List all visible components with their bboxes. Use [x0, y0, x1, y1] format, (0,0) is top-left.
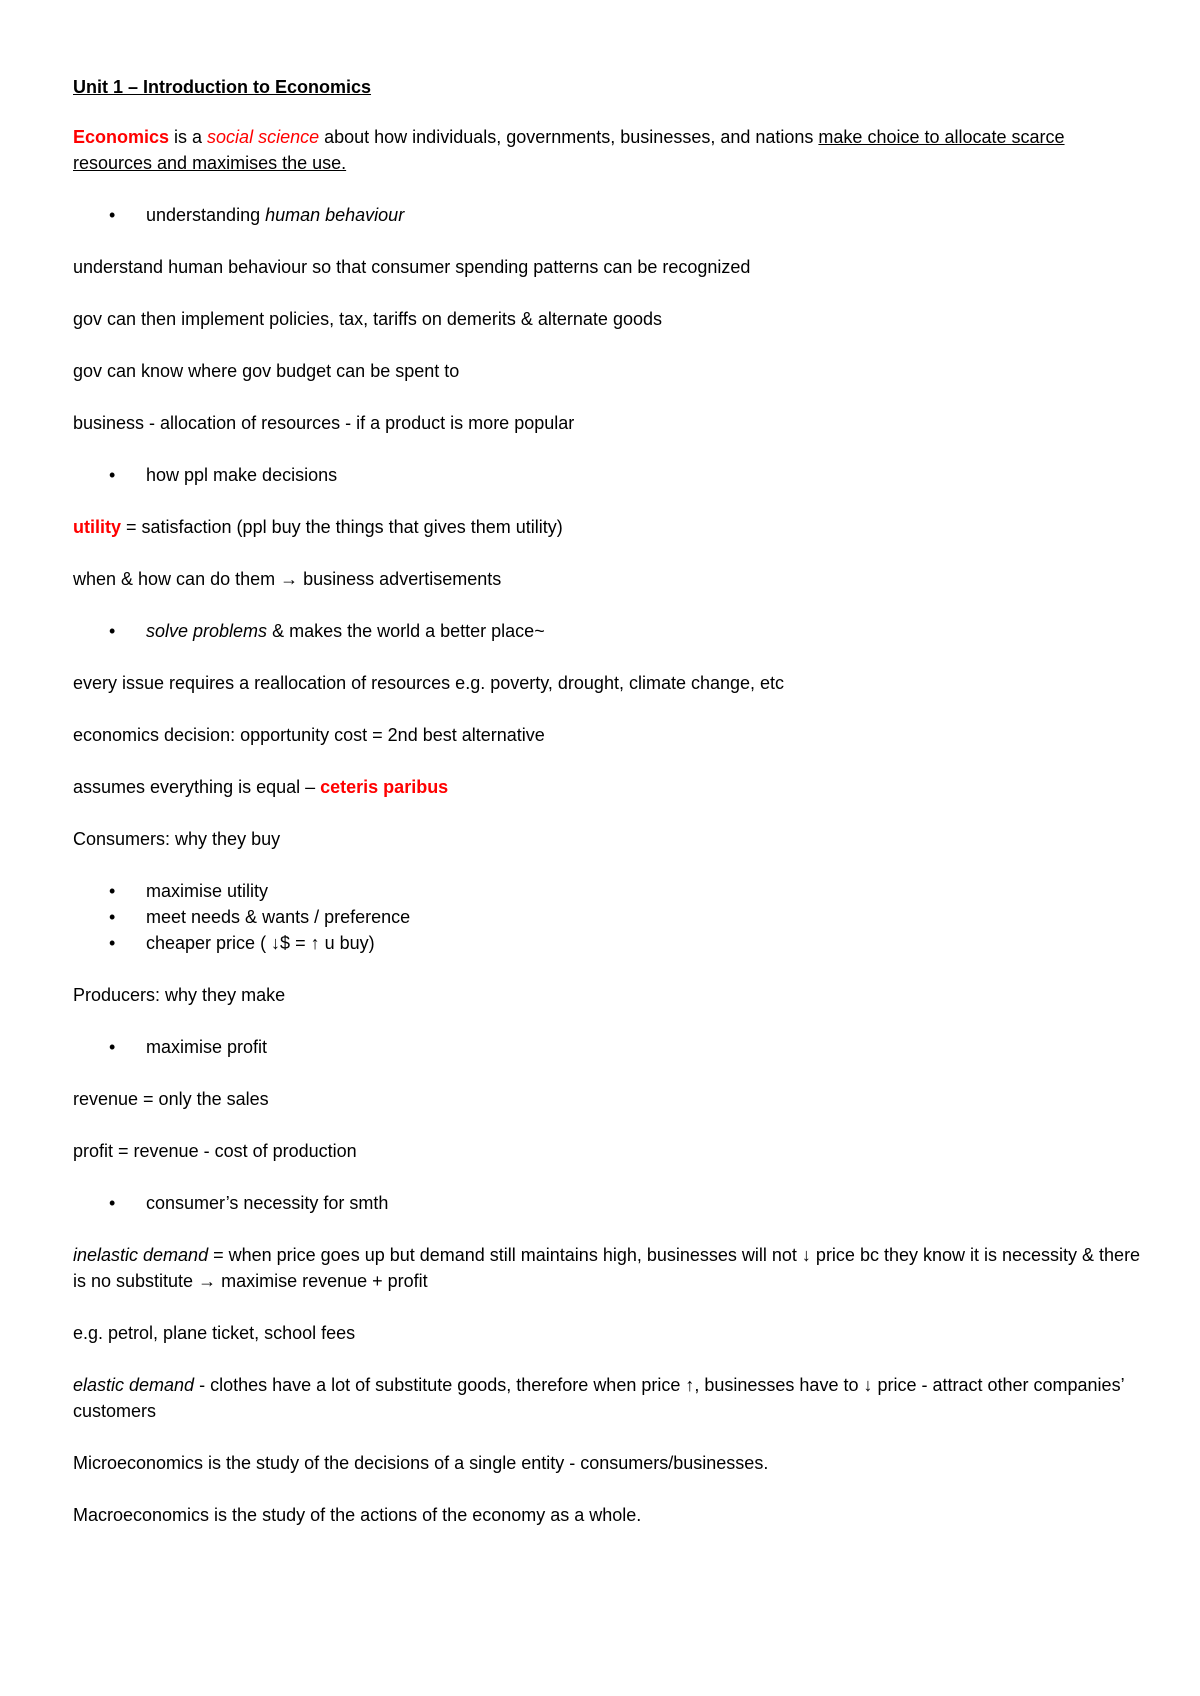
social-science-term: social science — [207, 127, 320, 147]
list-item: • maximise profit — [73, 1034, 1143, 1060]
producers-heading: Producers: why they make — [73, 985, 286, 1005]
bullet-list-human-behaviour — [73, 202, 1143, 228]
note-line: economics decision: opportunity cost = 2nd best alternative — [73, 725, 545, 745]
list-item: • meet needs & wants / preference — [73, 904, 1143, 930]
producers-list — [73, 1034, 1143, 1060]
utility-term: utility — [73, 517, 121, 537]
macroeconomics-definition: Macroeconomics is the study of the actions of the economy as a whole. — [73, 1505, 642, 1525]
bullet-list-necessity — [73, 1190, 1143, 1216]
bullet-text: understanding — [146, 205, 266, 225]
elastic-demand-definition — [73, 1372, 1143, 1424]
list-item: • maximise utility — [73, 878, 1143, 904]
list-item: • cheaper price ( ↓$ = ↑ u buy) — [73, 930, 1143, 956]
economics-term: Economics — [73, 127, 170, 147]
ceteris-term: ceteris paribus — [320, 777, 449, 797]
definition-text-2: about how individuals, governments, businesses, and nations — [319, 127, 819, 147]
economics-definition — [73, 124, 1143, 176]
list-item — [73, 202, 1143, 228]
note-line: revenue = only the sales — [73, 1089, 269, 1109]
inelastic-demand-definition — [73, 1242, 1143, 1294]
bullet-italic-text: solve problems — [146, 621, 268, 641]
document-page — [73, 74, 1143, 1554]
list-item — [73, 618, 1143, 644]
elastic-text: - clothes have a lot of substitute goods, therefore when price ↑, businesses have to ↓ price - attract other companies’ customers — [73, 1375, 1124, 1421]
consumers-heading: Consumers: why they buy — [73, 829, 281, 849]
bullet-text: & makes the world a better place~ — [267, 621, 545, 641]
note-line: gov can know where gov budget can be spent to — [73, 361, 460, 381]
list-item: • consumer’s necessity for smth — [73, 1190, 1143, 1216]
utility-definition — [73, 514, 1143, 540]
note-line: understand human behaviour so that consumer spending patterns can be recognized — [73, 257, 751, 277]
note-line: when & how can do them → business advertisements — [73, 569, 502, 589]
elastic-term: elastic demand — [73, 1375, 195, 1395]
document-title: Unit 1 – Introduction to Economics — [73, 77, 372, 97]
inelastic-text: = when price goes up but demand still maintains high, businesses will not ↓ price bc they know it is necessity & there is no substitute → maximise revenue + profit — [73, 1245, 1141, 1291]
definition-text-1: is a — [169, 127, 208, 147]
bullet-list-solve-problems — [73, 618, 1143, 644]
note-line: e.g. petrol, plane ticket, school fees — [73, 1323, 356, 1343]
note-line: every issue requires a reallocation of resources e.g. poverty, drought, climate change, etc — [73, 673, 785, 693]
microeconomics-definition: Microeconomics is the study of the decisions of a single entity - consumers/businesses. — [73, 1453, 769, 1473]
consumers-list — [73, 878, 1143, 956]
list-item: • how ppl make decisions — [73, 462, 1143, 488]
bullet-list-decisions — [73, 462, 1143, 488]
bullet-italic-text: human behaviour — [265, 205, 405, 225]
ceteris-paribus-line — [73, 774, 1143, 800]
note-line: business - allocation of resources - if a product is more popular — [73, 413, 575, 433]
note-line: profit = revenue - cost of production — [73, 1141, 357, 1161]
ceteris-prefix: assumes everything is equal – — [73, 777, 321, 797]
note-line: gov can then implement policies, tax, tariffs on demerits & alternate goods — [73, 309, 662, 329]
utility-text: = satisfaction (ppl buy the things that gives them utility) — [121, 517, 563, 537]
inelastic-term: inelastic demand — [73, 1245, 209, 1265]
definition-underlined: make choice to allocate scarce resources and maximises the use. — [73, 127, 1065, 173]
